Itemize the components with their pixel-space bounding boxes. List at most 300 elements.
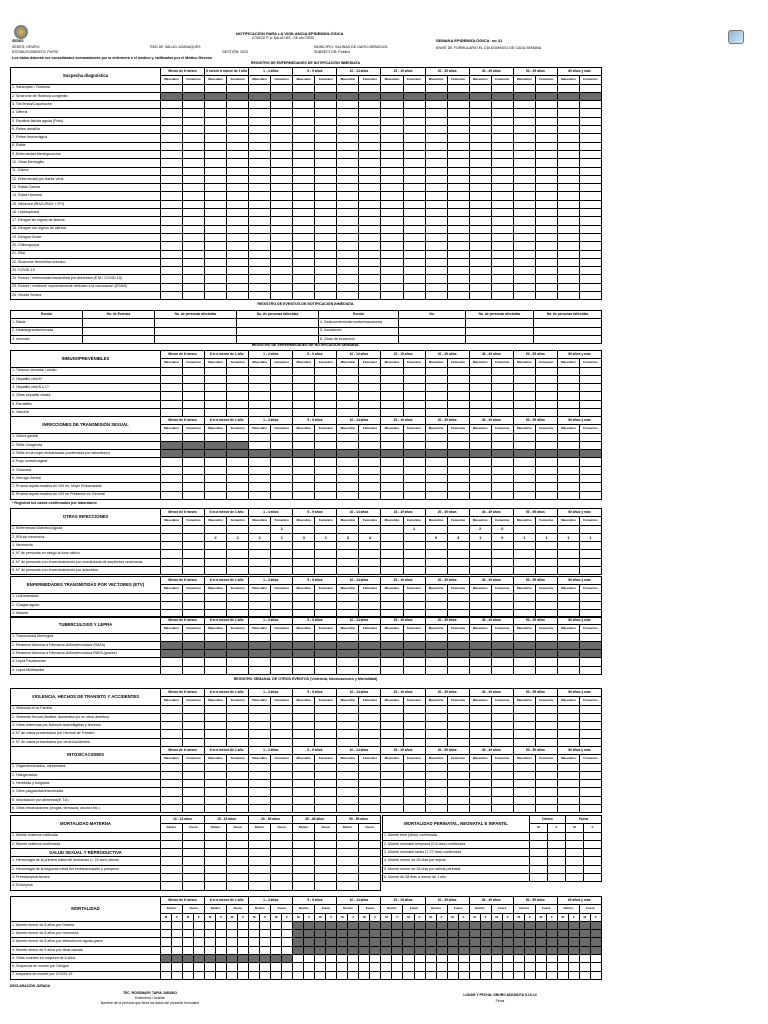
cell-input[interactable] <box>315 658 337 666</box>
cell-input[interactable] <box>315 375 337 383</box>
cell-input[interactable] <box>205 788 227 796</box>
cell-input[interactable] <box>359 705 381 713</box>
cell-input[interactable] <box>337 567 359 575</box>
cell-input[interactable] <box>447 184 469 192</box>
cell-input[interactable] <box>579 433 601 441</box>
cell-input[interactable] <box>513 375 535 383</box>
cell-input[interactable] <box>513 525 535 533</box>
cell-input[interactable] <box>359 666 381 674</box>
cell-input[interactable] <box>271 367 293 375</box>
cell-input[interactable] <box>399 327 466 335</box>
cell-input[interactable] <box>535 250 557 258</box>
cell-input[interactable] <box>337 491 359 499</box>
cell-input[interactable] <box>491 788 513 796</box>
cell-input[interactable] <box>513 601 535 609</box>
cell-input[interactable] <box>557 200 579 208</box>
cell-input[interactable] <box>548 840 566 848</box>
cell-input[interactable] <box>293 601 315 609</box>
cell-input[interactable] <box>155 335 237 343</box>
cell-input[interactable] <box>227 184 249 192</box>
cell-input[interactable] <box>260 946 271 954</box>
cell-input[interactable] <box>579 730 601 738</box>
cell-input[interactable] <box>513 126 535 134</box>
cell-input[interactable] <box>557 658 579 666</box>
cell-input[interactable] <box>425 491 447 499</box>
cell-input[interactable] <box>425 150 447 158</box>
cell-input[interactable] <box>271 832 293 840</box>
cell-input[interactable] <box>557 763 579 771</box>
cell-input[interactable] <box>425 780 447 788</box>
cell-input[interactable] <box>491 275 513 283</box>
cell-input[interactable] <box>359 558 381 566</box>
cell-input[interactable] <box>237 319 319 327</box>
cell-input[interactable] <box>359 475 381 483</box>
cell-input[interactable] <box>557 713 579 721</box>
cell-input[interactable] <box>557 475 579 483</box>
cell-input[interactable] <box>447 134 469 142</box>
cell-input[interactable] <box>491 796 513 804</box>
cell-input[interactable] <box>513 292 535 300</box>
cell-input[interactable] <box>337 184 359 192</box>
cell-input[interactable] <box>381 292 403 300</box>
cell-input[interactable] <box>304 955 315 963</box>
cell-input[interactable] <box>399 335 466 343</box>
cell-input[interactable] <box>381 593 403 601</box>
cell-input[interactable] <box>359 840 381 848</box>
cell-input[interactable] <box>447 233 469 241</box>
cell-input[interactable] <box>425 283 447 291</box>
cell-input[interactable] <box>469 601 491 609</box>
cell-input[interactable] <box>381 283 403 291</box>
cell-input[interactable] <box>161 633 183 641</box>
cell-input[interactable] <box>183 392 205 400</box>
cell-input[interactable] <box>513 771 535 779</box>
cell-input[interactable] <box>161 963 172 971</box>
cell-input[interactable] <box>425 84 447 92</box>
cell-input[interactable] <box>579 150 601 158</box>
cell-input[interactable] <box>183 475 205 483</box>
cell-input[interactable] <box>447 788 469 796</box>
cell-input[interactable] <box>183 117 205 125</box>
cell-input[interactable] <box>557 633 579 641</box>
cell-input[interactable] <box>183 771 205 779</box>
cell-input[interactable] <box>293 865 315 873</box>
cell-input[interactable] <box>271 258 293 266</box>
cell-input[interactable] <box>557 392 579 400</box>
cell-input[interactable] <box>161 840 183 848</box>
cell-input[interactable] <box>513 763 535 771</box>
cell-input[interactable] <box>491 433 513 441</box>
cell-input[interactable] <box>381 730 403 738</box>
cell-input[interactable] <box>183 593 205 601</box>
cell-input[interactable] <box>227 250 249 258</box>
cell-input[interactable] <box>337 292 359 300</box>
cell-input[interactable] <box>530 865 548 873</box>
cell-input[interactable] <box>315 233 337 241</box>
cell-input[interactable] <box>337 258 359 266</box>
cell-input[interactable] <box>513 658 535 666</box>
cell-input[interactable] <box>249 275 271 283</box>
cell-input[interactable] <box>579 722 601 730</box>
cell-input[interactable] <box>557 466 579 474</box>
cell-input[interactable] <box>271 475 293 483</box>
cell-input[interactable] <box>566 865 584 873</box>
cell-input[interactable] <box>491 233 513 241</box>
cell-input[interactable] <box>425 483 447 491</box>
cell-input[interactable] <box>381 441 403 449</box>
cell-input[interactable] <box>557 796 579 804</box>
cell-input[interactable] <box>249 441 271 449</box>
cell-input[interactable] <box>381 109 403 117</box>
cell-input[interactable] <box>304 971 315 979</box>
cell-input[interactable] <box>337 217 359 225</box>
cell-input[interactable] <box>271 963 282 971</box>
cell-input[interactable] <box>359 134 381 142</box>
cell-input[interactable] <box>403 550 425 558</box>
cell-input[interactable] <box>348 955 359 963</box>
cell-input[interactable] <box>271 542 293 550</box>
cell-input[interactable] <box>469 225 491 233</box>
cell-input[interactable] <box>469 159 491 167</box>
cell-input[interactable] <box>425 175 447 183</box>
cell-input[interactable] <box>579 593 601 601</box>
cell-input[interactable] <box>469 167 491 175</box>
cell-input[interactable] <box>227 283 249 291</box>
cell-input[interactable] <box>249 367 271 375</box>
cell-input[interactable] <box>513 242 535 250</box>
cell-input[interactable] <box>315 796 337 804</box>
cell-input[interactable] <box>249 567 271 575</box>
cell-input[interactable] <box>249 542 271 550</box>
cell-input[interactable] <box>183 921 194 929</box>
cell-input[interactable] <box>227 567 249 575</box>
cell-input[interactable] <box>161 466 183 474</box>
cell-input[interactable] <box>491 159 513 167</box>
cell-input[interactable] <box>535 258 557 266</box>
cell-input[interactable] <box>513 466 535 474</box>
cell-input[interactable] <box>271 865 293 873</box>
cell-input[interactable] <box>557 184 579 192</box>
cell-input[interactable] <box>513 217 535 225</box>
cell-input[interactable] <box>227 84 249 92</box>
cell-input[interactable] <box>227 400 249 408</box>
cell-input[interactable] <box>315 763 337 771</box>
cell-input[interactable] <box>579 258 601 266</box>
cell-input[interactable] <box>271 788 293 796</box>
cell-input[interactable]: 0 <box>491 525 513 533</box>
cell-input[interactable] <box>381 167 403 175</box>
cell-input[interactable] <box>548 832 566 840</box>
cell-input[interactable] <box>425 601 447 609</box>
cell-input[interactable] <box>557 567 579 575</box>
cell-input[interactable] <box>548 865 566 873</box>
cell-input[interactable] <box>447 267 469 275</box>
cell-input[interactable] <box>436 971 447 979</box>
cell-input[interactable] <box>579 763 601 771</box>
cell-input[interactable] <box>447 666 469 674</box>
cell-input[interactable] <box>469 771 491 779</box>
cell-input[interactable] <box>282 963 293 971</box>
cell-input[interactable] <box>491 558 513 566</box>
cell-input[interactable] <box>513 458 535 466</box>
cell-input[interactable] <box>458 955 469 963</box>
cell-input[interactable] <box>359 805 381 813</box>
cell-input[interactable] <box>447 567 469 575</box>
cell-input[interactable] <box>425 441 447 449</box>
cell-input[interactable] <box>161 167 183 175</box>
cell-input[interactable] <box>469 400 491 408</box>
cell-input[interactable] <box>205 874 227 882</box>
cell-input[interactable] <box>425 267 447 275</box>
cell-input[interactable] <box>227 542 249 550</box>
cell-input[interactable] <box>491 200 513 208</box>
cell-input[interactable] <box>425 666 447 674</box>
cell-input[interactable] <box>326 955 337 963</box>
cell-input[interactable] <box>227 525 249 533</box>
cell-input[interactable] <box>579 963 590 971</box>
cell-input[interactable] <box>381 384 403 392</box>
cell-input[interactable] <box>469 722 491 730</box>
cell-input[interactable] <box>579 126 601 134</box>
cell-input[interactable] <box>227 921 238 929</box>
cell-input[interactable] <box>161 209 183 217</box>
cell-input[interactable] <box>249 134 271 142</box>
cell-input[interactable] <box>469 134 491 142</box>
cell-input[interactable] <box>315 730 337 738</box>
cell-input[interactable] <box>293 441 315 449</box>
cell-input[interactable] <box>447 955 458 963</box>
cell-input[interactable] <box>530 840 548 848</box>
cell-input[interactable] <box>249 433 271 441</box>
cell-input[interactable] <box>249 805 271 813</box>
cell-input[interactable] <box>337 466 359 474</box>
cell-input[interactable] <box>205 134 227 142</box>
cell-input[interactable] <box>491 392 513 400</box>
cell-input[interactable] <box>359 458 381 466</box>
cell-input[interactable] <box>392 955 403 963</box>
cell-input[interactable] <box>530 857 548 865</box>
cell-input[interactable] <box>183 150 205 158</box>
cell-input[interactable] <box>359 175 381 183</box>
cell-input[interactable] <box>161 384 183 392</box>
cell-input[interactable] <box>359 865 381 873</box>
cell-input[interactable] <box>227 601 249 609</box>
cell-input[interactable] <box>530 849 548 857</box>
cell-input[interactable] <box>249 475 271 483</box>
cell-input[interactable] <box>535 441 557 449</box>
cell-input[interactable] <box>425 788 447 796</box>
cell-input[interactable] <box>513 150 535 158</box>
cell-input[interactable] <box>172 938 183 946</box>
cell-input[interactable] <box>447 441 469 449</box>
cell-input[interactable] <box>227 593 249 601</box>
cell-input[interactable] <box>359 542 381 550</box>
cell-input[interactable] <box>469 84 491 92</box>
cell-input[interactable] <box>337 788 359 796</box>
cell-input[interactable] <box>535 167 557 175</box>
cell-input[interactable] <box>359 167 381 175</box>
cell-input[interactable] <box>535 126 557 134</box>
cell-input[interactable] <box>403 217 425 225</box>
cell-input[interactable] <box>403 788 425 796</box>
cell-input[interactable] <box>535 400 557 408</box>
cell-input[interactable] <box>359 788 381 796</box>
cell-input[interactable] <box>161 192 183 200</box>
cell-input[interactable] <box>535 475 557 483</box>
cell-input[interactable] <box>469 200 491 208</box>
cell-input[interactable]: 0 <box>491 533 513 541</box>
cell-input[interactable] <box>469 283 491 291</box>
cell-input[interactable] <box>271 658 293 666</box>
cell-input[interactable] <box>381 159 403 167</box>
cell-input[interactable] <box>491 475 513 483</box>
cell-input[interactable] <box>161 84 183 92</box>
cell-input[interactable] <box>491 283 513 291</box>
cell-input[interactable] <box>535 567 557 575</box>
cell-input[interactable] <box>447 658 469 666</box>
cell-input[interactable]: 3 <box>293 533 315 541</box>
cell-input[interactable] <box>337 780 359 788</box>
cell-input[interactable] <box>249 250 271 258</box>
cell-input[interactable] <box>491 458 513 466</box>
cell-input[interactable] <box>535 805 557 813</box>
cell-input[interactable] <box>249 938 260 946</box>
cell-input[interactable] <box>381 788 403 796</box>
cell-input[interactable] <box>469 542 491 550</box>
cell-input[interactable] <box>337 882 359 890</box>
cell-input[interactable] <box>249 384 271 392</box>
cell-input[interactable] <box>161 832 183 840</box>
cell-input[interactable] <box>271 184 293 192</box>
cell-input[interactable] <box>315 805 337 813</box>
cell-input[interactable] <box>403 209 425 217</box>
cell-input[interactable] <box>557 84 579 92</box>
cell-input[interactable] <box>271 938 282 946</box>
cell-input[interactable] <box>205 458 227 466</box>
cell-input[interactable] <box>249 857 271 865</box>
cell-input[interactable] <box>513 283 535 291</box>
cell-input[interactable] <box>425 558 447 566</box>
cell-input[interactable] <box>579 788 601 796</box>
cell-input[interactable] <box>491 542 513 550</box>
cell-input[interactable] <box>381 633 403 641</box>
cell-input[interactable] <box>161 283 183 291</box>
cell-input[interactable] <box>557 242 579 250</box>
cell-input[interactable] <box>315 175 337 183</box>
cell-input[interactable]: 0 <box>425 533 447 541</box>
cell-input[interactable] <box>579 971 590 979</box>
cell-input[interactable] <box>161 475 183 483</box>
cell-input[interactable] <box>172 971 183 979</box>
cell-input[interactable] <box>326 971 337 979</box>
cell-input[interactable] <box>172 946 183 954</box>
cell-input[interactable] <box>557 433 579 441</box>
cell-input[interactable] <box>359 874 381 882</box>
cell-input[interactable] <box>293 832 315 840</box>
cell-input[interactable] <box>337 865 359 873</box>
cell-input[interactable] <box>491 267 513 275</box>
cell-input[interactable] <box>584 874 602 882</box>
cell-input[interactable] <box>227 946 238 954</box>
cell-input[interactable] <box>403 593 425 601</box>
cell-input[interactable] <box>227 466 249 474</box>
cell-input[interactable] <box>359 267 381 275</box>
cell-input[interactable] <box>403 292 425 300</box>
cell-input[interactable] <box>381 101 403 109</box>
cell-input[interactable] <box>205 946 216 954</box>
cell-input[interactable] <box>293 283 315 291</box>
cell-input[interactable] <box>337 84 359 92</box>
cell-input[interactable] <box>249 159 271 167</box>
cell-input[interactable] <box>293 713 315 721</box>
cell-input[interactable] <box>403 542 425 550</box>
cell-input[interactable] <box>535 117 557 125</box>
cell-input[interactable] <box>337 525 359 533</box>
cell-input[interactable] <box>403 433 425 441</box>
cell-input[interactable] <box>315 971 326 979</box>
cell-input[interactable] <box>513 267 535 275</box>
cell-input[interactable] <box>315 633 337 641</box>
cell-input[interactable] <box>447 150 469 158</box>
cell-input[interactable] <box>579 567 601 575</box>
cell-input[interactable] <box>469 192 491 200</box>
cell-input[interactable] <box>546 963 557 971</box>
cell-input[interactable] <box>557 150 579 158</box>
cell-input[interactable] <box>337 593 359 601</box>
cell-input[interactable] <box>447 101 469 109</box>
cell-input[interactable] <box>271 433 293 441</box>
cell-input[interactable] <box>183 730 205 738</box>
cell-input[interactable] <box>513 392 535 400</box>
cell-input[interactable] <box>205 142 227 150</box>
cell-input[interactable]: 3 <box>337 533 359 541</box>
cell-input[interactable] <box>227 796 249 804</box>
cell-input[interactable] <box>579 367 601 375</box>
cell-input[interactable] <box>315 84 337 92</box>
cell-input[interactable] <box>403 722 425 730</box>
cell-input[interactable] <box>337 225 359 233</box>
cell-input[interactable] <box>403 483 425 491</box>
cell-input[interactable] <box>403 150 425 158</box>
cell-input[interactable] <box>469 233 491 241</box>
cell-input[interactable] <box>447 458 469 466</box>
cell-input[interactable] <box>304 963 315 971</box>
cell-input[interactable] <box>425 796 447 804</box>
cell-input[interactable] <box>315 832 337 840</box>
cell-input[interactable] <box>557 558 579 566</box>
cell-input[interactable] <box>381 134 403 142</box>
cell-input[interactable] <box>447 159 469 167</box>
cell-input[interactable] <box>271 392 293 400</box>
cell-input[interactable] <box>381 200 403 208</box>
cell-input[interactable] <box>293 593 315 601</box>
cell-input[interactable] <box>535 109 557 117</box>
cell-input[interactable] <box>491 601 513 609</box>
cell-input[interactable] <box>293 242 315 250</box>
cell-input[interactable] <box>414 971 425 979</box>
cell-input[interactable] <box>513 788 535 796</box>
cell-input[interactable] <box>183 384 205 392</box>
cell-input[interactable] <box>381 458 403 466</box>
cell-input[interactable] <box>161 433 183 441</box>
cell-input[interactable] <box>359 375 381 383</box>
cell-input[interactable] <box>161 705 183 713</box>
cell-input[interactable] <box>249 101 271 109</box>
cell-input[interactable] <box>579 184 601 192</box>
cell-input[interactable] <box>466 327 534 335</box>
cell-input[interactable] <box>535 633 557 641</box>
cell-input[interactable] <box>469 375 491 383</box>
